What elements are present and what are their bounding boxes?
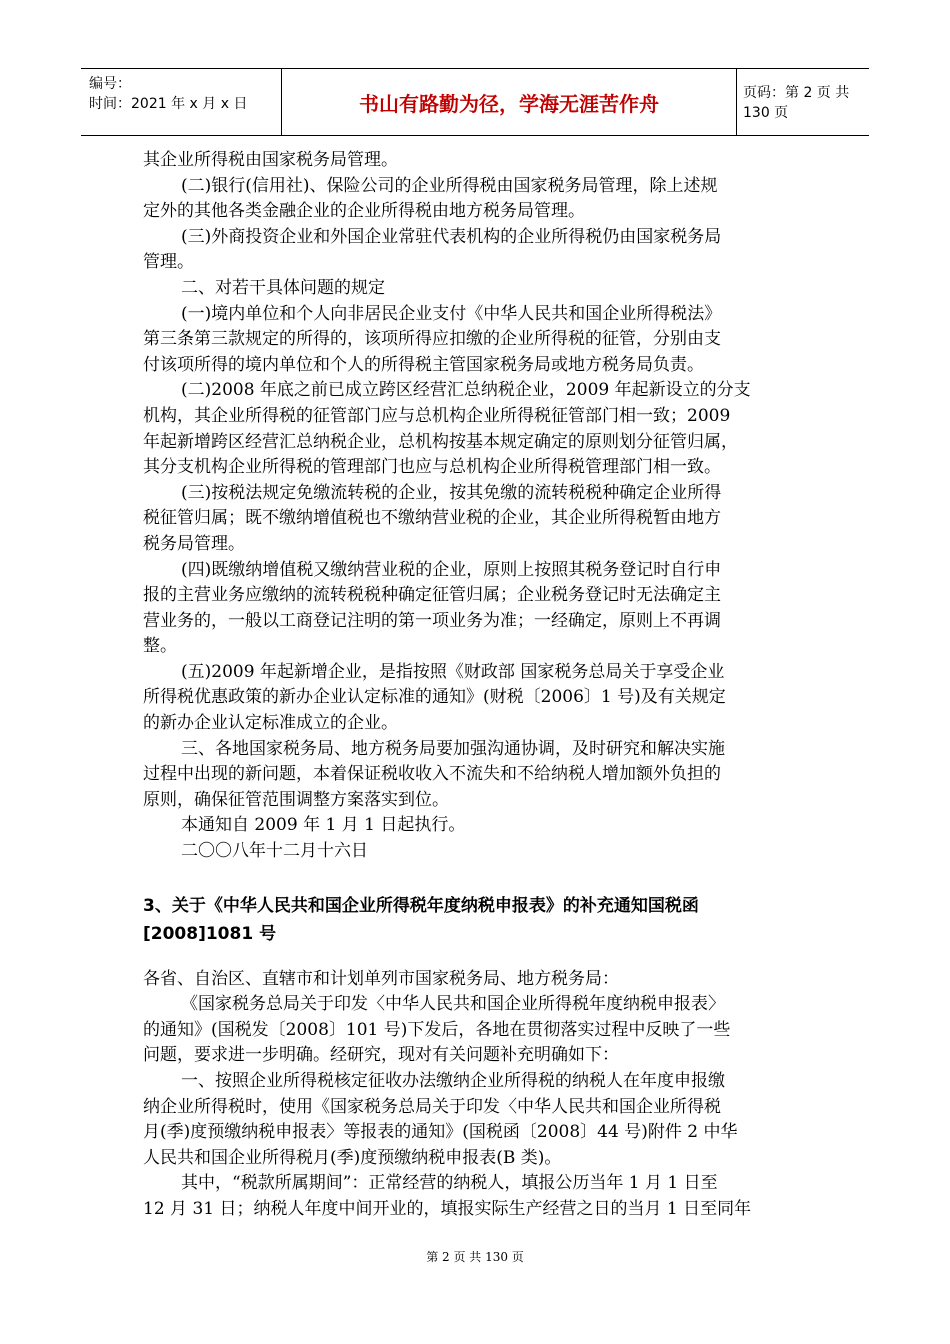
section-title: 3、关于《中华人民共和国企业所得税年度纳税申报表》的补充通知国税函 xyxy=(143,895,699,916)
paragraph-line: 人民共和国企业所得税月(季)度预缴纳税申报表(B 类)。 xyxy=(143,1147,562,1168)
paragraph-line: 定外的其他各类金融企业的企业所得税由地方税务局管理。 xyxy=(143,201,585,222)
paragraph-line: 第三条第三款规定的所得的，该项所得应扣缴的企业所得税的征管，分别由支 xyxy=(143,329,721,350)
paragraph-line: 税务局管理。 xyxy=(143,533,245,554)
header-meta xyxy=(81,69,281,135)
paragraph-line: 问题，要求进一步明确。经研究，现对有关问题补充明确如下： xyxy=(143,1045,619,1066)
paragraph-line: 12 月 31 日；纳税人年度中间开业的，填报实际生产经营之日的当月 1 日至同年 xyxy=(143,1198,752,1219)
paragraph-line: 其中，“税款所属期间”：正常经营的纳税人，填报公历当年 1 月 1 日至 xyxy=(181,1173,718,1194)
paragraph-line: 所得税优惠政策的新办企业认定标准的通知》(财税〔2006〕1 号)及有关规定 xyxy=(143,687,726,708)
document-date-label: 时间：2021 年 x 月 x 日 xyxy=(89,96,248,112)
paragraph-line: (一)境内单位和个人向非居民企业支付《中华人民共和国企业所得税法》 xyxy=(181,303,722,324)
header-motto: 书山有路勤为径，学海无涯苦作舟 xyxy=(281,69,737,135)
paragraph-line: 过程中出现的新问题，本着保证税收收入不流失和不给纳税人增加额外负担的 xyxy=(143,764,721,785)
page-footer: 第 2 页 共 130 页 xyxy=(426,1250,524,1264)
paragraph-line: (二)银行(信用社)、保险公司的企业所得税由国家税务局管理，除上述规 xyxy=(181,175,718,196)
paragraph-line: 《国家税务总局关于印发〈中华人民共和国企业所得税年度纳税申报表〉 xyxy=(181,994,725,1015)
paragraph-line: 月(季)度预缴纳税申报表〉等报表的通知》(国税函〔2008〕44 号)附件 2 中华 xyxy=(143,1122,738,1143)
spacer xyxy=(143,948,803,967)
addressee-line: 各省、自治区、直辖市和计划单列市国家税务局、地方税务局： xyxy=(143,968,619,989)
paragraph-line: 一、按照企业所得税核定征收办法缴纳企业所得税的纳税人在年度申报缴 xyxy=(181,1071,725,1091)
paragraph-line: 纳企业所得税时，使用《国家税务总局关于印发〈中华人民共和国企业所得税 xyxy=(143,1096,721,1117)
paragraph-line: 原则，确保征管范围调整方案落实到位。 xyxy=(143,789,449,810)
paragraph-line: (三)按税法规定免缴流转税的企业，按其免缴的流转税税种确定企业所得 xyxy=(181,482,722,503)
paragraph-line: 税征管归属；既不缴纳增值税也不缴纳营业税的企业，其企业所得税暂由地方 xyxy=(143,508,721,529)
paragraph-line: 年起新增跨区经营汇总纳税企业，总机构按基本规定确定的原则划分征管归属， xyxy=(143,431,738,452)
paragraph-line: (五)2009 年起新增企业，是指按照《财政部 国家税务总局关于享受企业 xyxy=(181,661,725,682)
paragraph-line: 付该项所得的境内单位和个人的所得税主管国家税务局或地方税务局负责。 xyxy=(143,354,704,375)
paragraph-line: 整。 xyxy=(143,636,177,657)
section-heading: 二、对若干具体问题的规定 xyxy=(181,277,385,298)
signature-date-line: 二〇〇八年十二月十六日 xyxy=(181,841,368,862)
paragraph-line: 其分支机构企业所得税的管理部门也应与总机构企业所得税管理部门相一致。 xyxy=(143,457,721,478)
paragraph-line: 的通知》(国税发〔2008〕101 号)下发后，各地在贯彻落实过程中反映了一些 xyxy=(143,1019,731,1040)
paragraph-line: 三、各地国家税务局、地方税务局要加强沟通协调，及时研究和解决实施 xyxy=(181,738,725,759)
document-number-label: 编号： xyxy=(89,76,131,92)
section-title: [2008]1081 号 xyxy=(143,923,277,944)
page-header xyxy=(81,68,869,136)
spacer xyxy=(143,865,803,892)
document-body xyxy=(143,148,803,1223)
paragraph-line: 的新办企业认定标准成立的企业。 xyxy=(143,713,398,734)
paragraph-line: (三)外商投资企业和外国企业常驻代表机构的企业所得税仍由国家税务局 xyxy=(181,226,722,247)
paragraph-line: (四)既缴纳增值税又缴纳营业税的企业，原则上按照其税务登记时自行申 xyxy=(181,559,722,580)
paragraph-line: 其企业所得税由国家税务局管理。 xyxy=(143,150,398,170)
header-page-number: 页码：第 2 页 共 130 页 xyxy=(743,85,850,121)
paragraph-line: (二)2008 年底之前已成立跨区经营汇总纳税企业，2009 年起新设立的分支 xyxy=(181,380,751,401)
paragraph-line: 管理。 xyxy=(143,252,194,273)
paragraph-line: 营业务的，一般以工商登记注明的第一项业务为准；一经确定，原则上不再调 xyxy=(143,610,721,631)
paragraph-line: 机构，其企业所得税的征管部门应与总机构企业所得税征管部门相一致；2009 xyxy=(143,405,731,426)
paragraph-line: 报的主营业务应缴纳的流转税税种确定征管归属；企业税务登记时无法确定主 xyxy=(143,585,721,606)
effective-date-line: 本通知自 2009 年 1 月 1 日起执行。 xyxy=(181,815,466,836)
